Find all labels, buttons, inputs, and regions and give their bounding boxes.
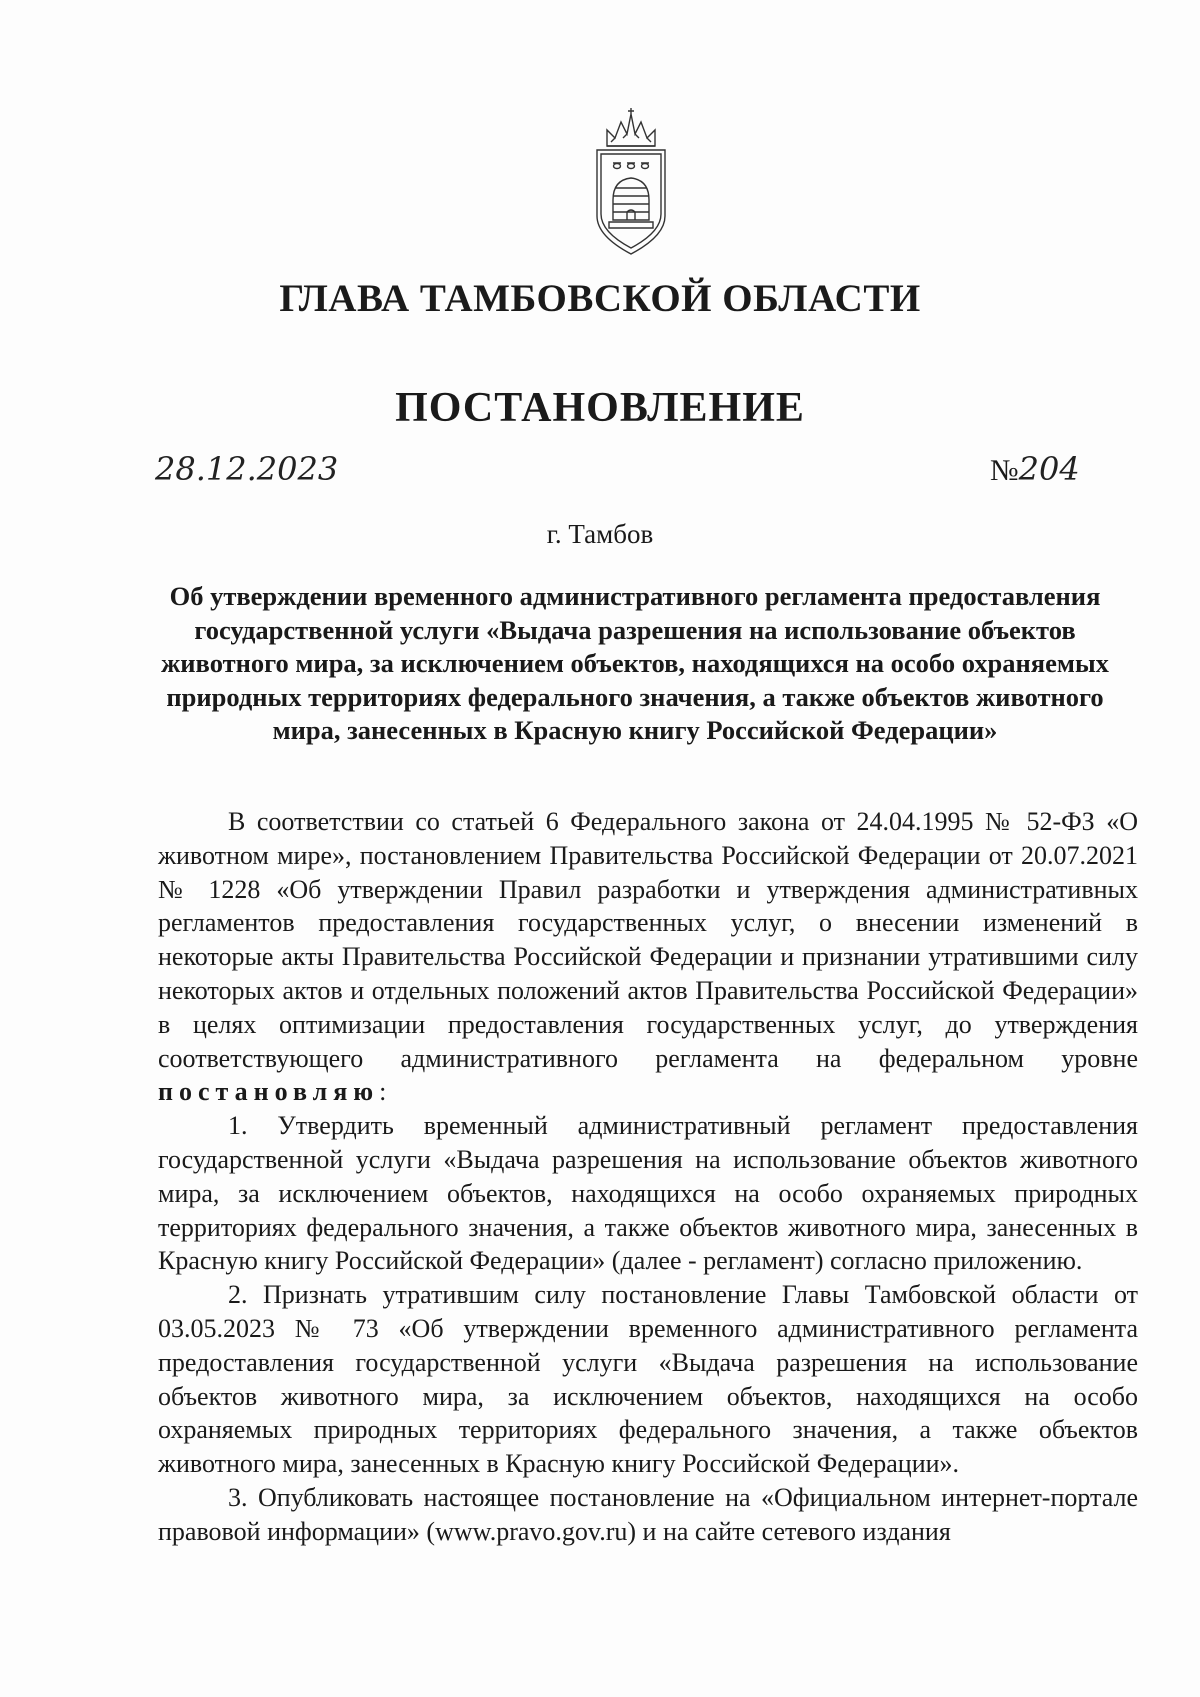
number-sign: № [990, 454, 1019, 487]
issuing-authority: ГЛАВА ТАМБОВСКОЙ ОБЛАСТИ [279, 277, 921, 320]
preamble-paragraph [158, 805, 1138, 1109]
item-3-paragraph: 3. Опубликовать настоящее постановление на «Официальном интернет-портале правовой информации» (www.pravo.gov.ru) и на сайте сетевого издания [158, 1482, 1138, 1546]
decree-word: постановляю [158, 1077, 380, 1107]
document-number [990, 450, 1080, 488]
coat-of-arms-emblem [593, 108, 669, 258]
number-value: 204 [1018, 450, 1080, 488]
city-line: г. Тамбов [546, 519, 654, 549]
item-1-paragraph: 1. Утвердить временный административный регламент предоставления государственной услуги «Выдача разрешения на использование объектов животного мира, за исключением объектов, находящихся на особо охраняемых природных территориях федерального значения, а также объектов животного мира, занесенных в Красную книгу Российской Федерации» (далее - регламент) согласно приложению. [158, 1111, 1138, 1276]
document-type: ПОСТАНОВЛЕНИЕ [395, 385, 805, 431]
item-2-paragraph: 2. Признать утратившим силу постановление Главы Тамбовской области от 03.05.2023 № 73 «Об утверждении временного административного регламента предоставления государственной услуги «Выдача разрешения на использование объектов животного мира, за исключением объектов, находящихся на особо охраняемых природных территориях федерального значения, а также объектов животного мира, занесенных в Красную книгу Российской Федерации». [158, 1280, 1138, 1479]
decree-colon: : [379, 1077, 387, 1107]
document-title: Об утверждении временного административного регламента предоставления государственной услуги «Выдача разрешения на использование объектов животного мира, за исключением объектов, находящихся на особо охраняемых природных территориях федерального значения, а также объектов животного мира, занесенных в Красную книгу Российской Федерации» [161, 581, 1109, 745]
document-date: 28.12.2023 [155, 450, 339, 488]
document-body [158, 805, 1138, 1549]
preamble-text: В соответствии со статьей 6 Федерального закона от 24.04.1995 № 52-ФЗ «О животном мире», постановлением Правительства Российской Федерации от 20.07.2021 № 1228 «Об утверждении Правил разработки и утверждения административных регламентов предоставления государственных услуг, о внесении изменений в некоторые акты Правительства Российской Федерации и признании утратившими силу некоторых актов и отдельных положений актов Правительства Российской Федерации» в целях оптимизации предоставления государственных услуг, до утверждения соответствующего административного регламента на федеральном уровне [158, 807, 1138, 1073]
